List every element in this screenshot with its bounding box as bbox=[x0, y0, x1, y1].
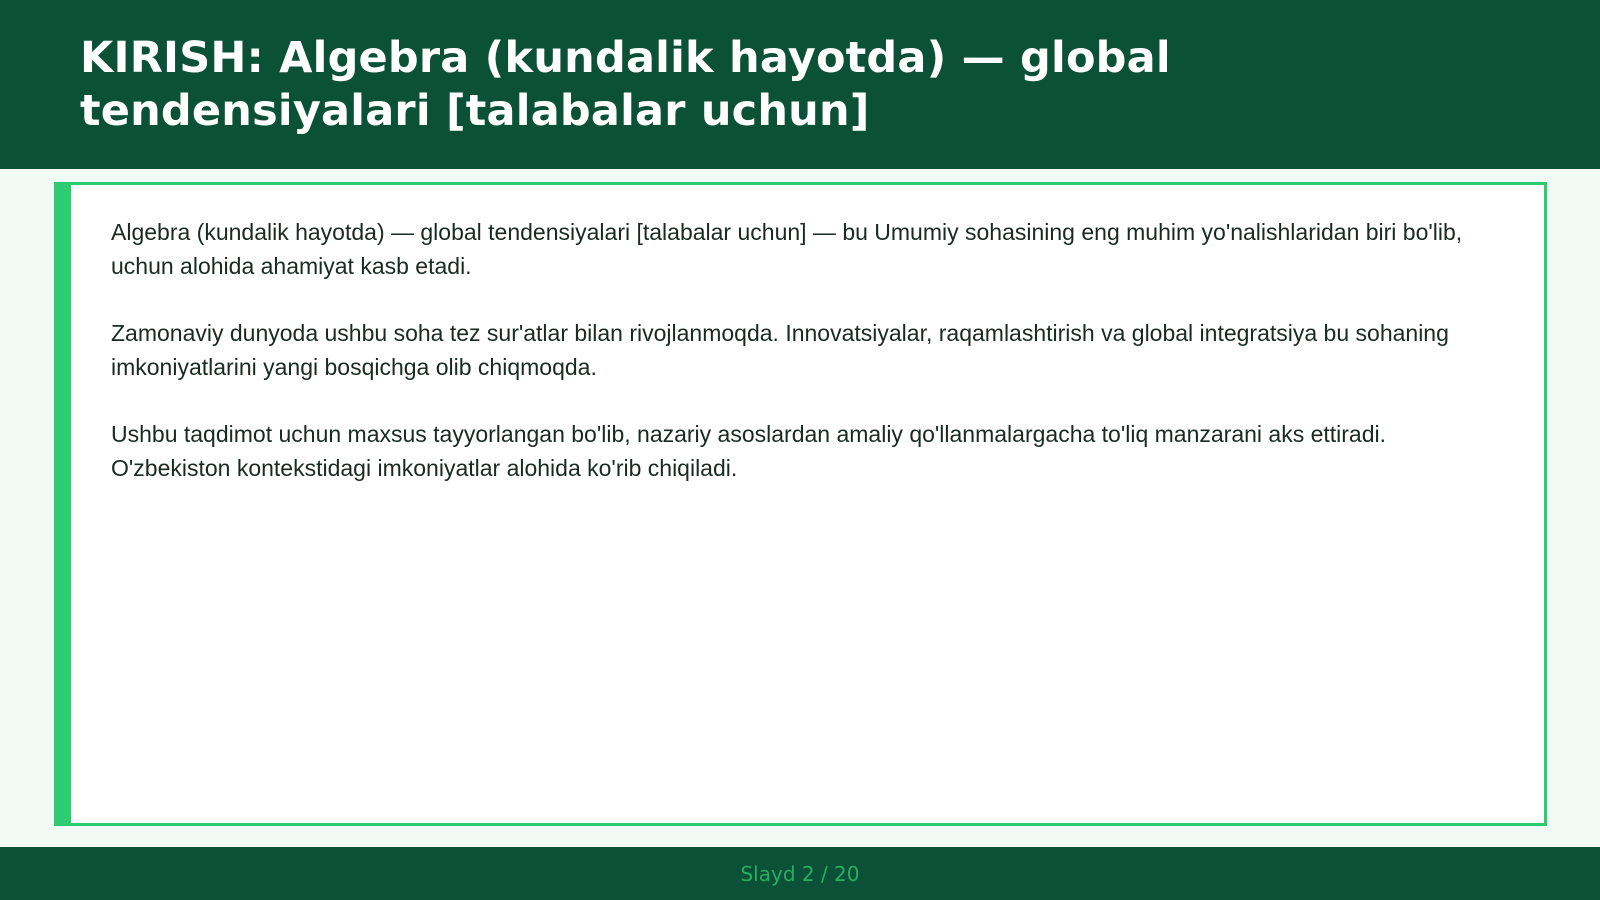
slide-header bbox=[0, 0, 1600, 169]
intro-paragraph: Algebra (kundalik hayotda) — global tendensiyalari [talabalar uchun] — bu Umumiy sohasining eng muhim yo'nalishlaridan biri bo'lib, uchun alohida ahamiyat kasb etadi. bbox=[111, 219, 1463, 279]
slide-footer bbox=[0, 847, 1600, 900]
slide-counter: Slayd 2 / 20 bbox=[740, 861, 860, 886]
content-card bbox=[54, 182, 1547, 826]
trends-paragraph: Zamonaviy dunyoda ushbu soha tez sur'atlar bilan rivojlanmoqda. Innovatsiyalar, raqamlashtirish va global integratsiya bu sohaning imkoniyatlarini yangi bosqichga olib chiqmoqda. bbox=[111, 320, 1449, 380]
slide-title: KIRISH: Algebra (kundalik hayotda) — global tendensiyalari [talabalar uchun] bbox=[80, 33, 1171, 136]
purpose-paragraph: Ushbu taqdimot uchun maxsus tayyorlangan bo'lib, nazariy asoslardan amaliy qo'llanmalargacha to'liq manzarani aks ettiradi. O'zbekiston kontekstidagi imkoniyatlar alohida ko'rib chiqiladi. bbox=[111, 421, 1387, 481]
